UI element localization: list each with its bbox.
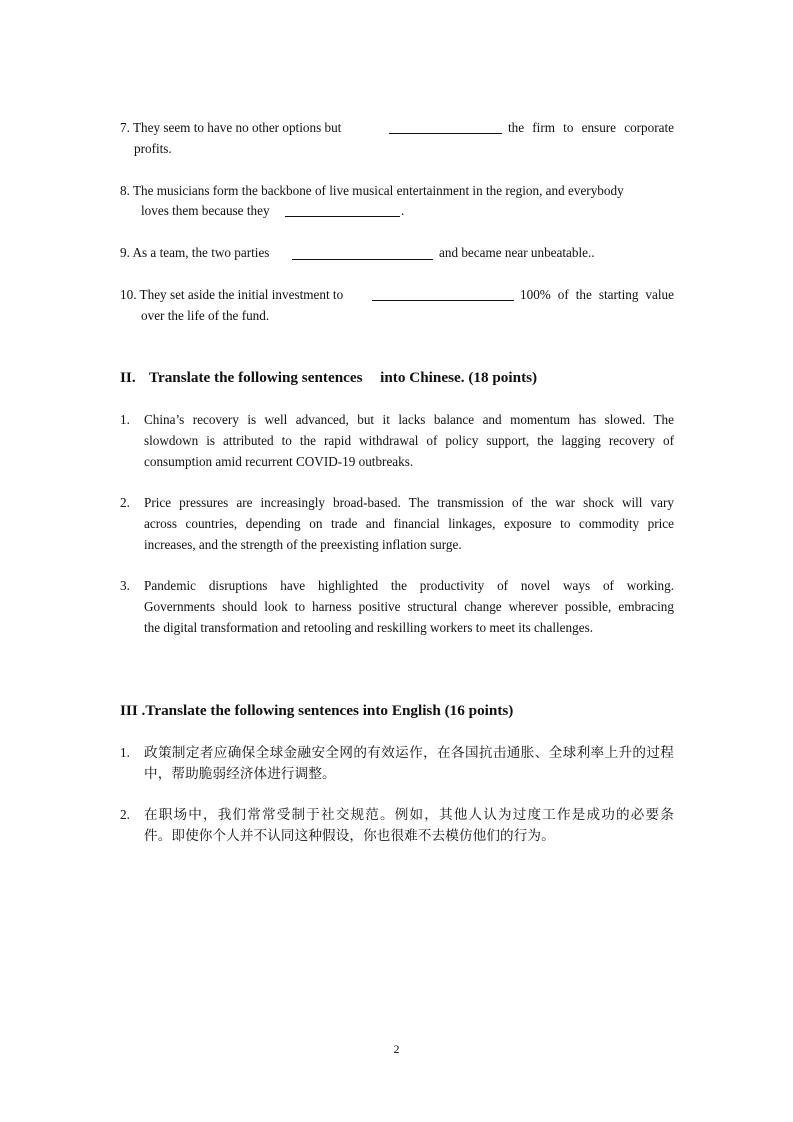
answer-blank[interactable] xyxy=(372,300,514,301)
question-number: 9. xyxy=(120,245,130,260)
item-number: 2. xyxy=(120,495,130,510)
question-text: The musicians form the backbone of live musical entertainment in the region, and everybody xyxy=(132,183,624,198)
question-text: They set aside the initial investment to xyxy=(139,287,344,302)
item-text-line: 在职场中，我们常常受制于社交规范。例如，其他人认为过度工作是成功的必要条 xyxy=(144,807,674,823)
answer-blank[interactable] xyxy=(285,216,400,217)
item-text-line: Governments should look to harness positive structural change wherever possible, embracing xyxy=(144,599,674,614)
question-text: over the life of the fund. xyxy=(141,308,270,323)
item-text-line: 中，帮助脆弱经济体进行调整。 xyxy=(144,766,336,782)
item-text-line: consumption amid recurrent COVID-19 outbreaks. xyxy=(144,454,414,469)
question-text: As a team, the two parties xyxy=(132,245,270,260)
question-text: loves them because they xyxy=(141,203,270,218)
question-text: They seem to have no other options but xyxy=(132,120,342,135)
question-number: 10. xyxy=(120,287,137,302)
item-text-line: Pandemic disruptions have highlighted the productivity of novel ways of working. xyxy=(144,578,674,593)
question-number: 8. xyxy=(120,183,130,198)
question-text: 100% of the starting value xyxy=(520,287,674,302)
question-text: the firm to ensure corporate xyxy=(508,120,674,135)
answer-blank[interactable] xyxy=(389,133,502,134)
question-text: . xyxy=(401,203,405,218)
item-number: 2. xyxy=(120,807,130,822)
section-number: II. xyxy=(120,369,136,386)
question-text: profits. xyxy=(134,141,172,156)
item-number: 3. xyxy=(120,578,130,593)
item-text-line: 件。即使你个人并不认同这种假设，你也很难不去模仿他们的行为。 xyxy=(144,828,555,844)
page-number: 2 xyxy=(393,1042,400,1056)
answer-blank[interactable] xyxy=(292,259,433,260)
section-title: Translate the following sentences xyxy=(148,369,363,386)
section-heading xyxy=(120,369,537,387)
item-text-line: across countries, depending on trade and financial linkages, exposure to commodity price xyxy=(144,516,674,531)
section-heading: III .Translate the following sentences into English (16 points) xyxy=(120,702,514,719)
item-text-line: increases, and the strength of the preexisting inflation surge. xyxy=(144,537,462,552)
item-text-line: the digital transformation and retooling and reskilling workers to meet its challenges. xyxy=(144,620,593,635)
item-number: 1. xyxy=(120,745,130,760)
question-number: 7. xyxy=(120,120,130,135)
item-number: 1. xyxy=(120,412,130,427)
item-text-line: 政策制定者应确保全球金融安全网的有效运作，在各国抗击通胀、全球利率上升的过程 xyxy=(144,745,674,761)
question-text: and became near unbeatable.. xyxy=(439,245,595,260)
section-title: into Chinese. (18 points) xyxy=(380,369,538,386)
item-text-line: slowdown is attributed to the rapid withdrawal of policy support, the lagging recovery of xyxy=(144,433,674,448)
item-text-line: China’s recovery is well advanced, but it lacks balance and momentum has slowed. The xyxy=(144,412,674,427)
item-text-line: Price pressures are increasingly broad-based. The transmission of the war shock will vary xyxy=(144,495,674,510)
